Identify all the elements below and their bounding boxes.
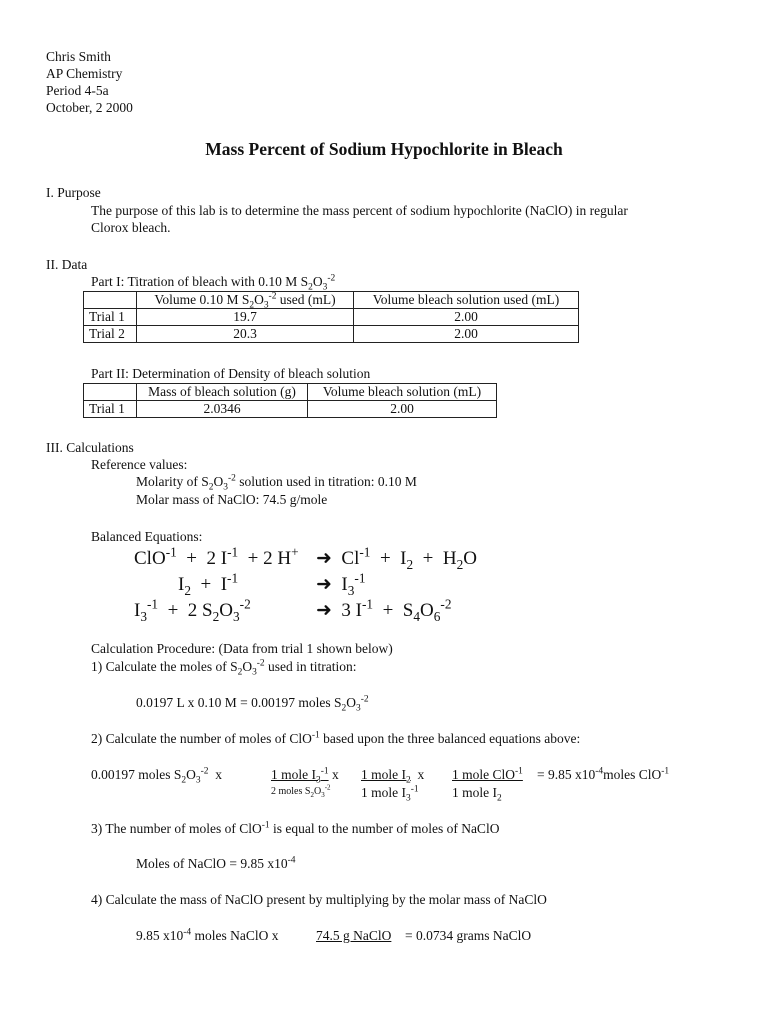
- page-title: Mass Percent of Sodium Hypochlorite in Bleach: [205, 139, 563, 159]
- density-table: [83, 383, 497, 418]
- balanced-equations-title: Balanced Equations:: [91, 529, 203, 544]
- conversion-factor-1-numerator: 1 mole $I_3^{-1}$ x: [271, 766, 339, 786]
- step3-calculation: Moles of NaClO = 9.85 $x10^{-4}$: [136, 855, 296, 871]
- equation-1-reactants: ClO$^{-1}$ + 2 $I^{-1} + 2$ H+: [134, 544, 299, 569]
- trial-label: Trial 1: [84, 401, 137, 418]
- titrant-volume: 19.7: [137, 309, 354, 326]
- reference-values-title: Reference values:: [91, 457, 188, 472]
- conversion-factor-3-denominator: 1 mole $I_2$: [452, 785, 502, 804]
- bleach-mass: 2.0346: [137, 401, 308, 418]
- data-heading: II. Data: [46, 257, 88, 272]
- calculations-heading: III. Calculations: [46, 440, 134, 455]
- equation-2-reactants: $I_2 + I^{-1}$: [178, 570, 239, 598]
- trial-label: Trial 1: [84, 309, 137, 326]
- titration-table: [83, 291, 579, 343]
- bleach-volume: 2.00: [354, 326, 579, 343]
- bleach-volume: 2.00: [308, 401, 497, 418]
- titrant-volume: 20.3: [137, 326, 354, 343]
- conversion-factor-1-denominator: 2 moles $S_2O_3^{-2}$: [271, 783, 331, 799]
- course-name: AP Chemistry: [46, 66, 123, 81]
- step4-start: 9.85 $x10^{-4}$ moles NaClO x: [136, 927, 279, 943]
- step4-result: = 0.0734 grams NaClO: [405, 928, 532, 943]
- procedure-title: Calculation Procedure: (Data from trial 1 shown below): [91, 641, 393, 656]
- step1-calculation: 0.0197 L x 0.10 M = 0.00197 moles $S_2O_3^{-2}$: [136, 694, 369, 714]
- step4-factor: 74.5 g NaClO: [316, 928, 392, 943]
- equation-3-reactants: $I_3^{-1} + 2$ $S_2O_3^{-2}$: [134, 596, 251, 624]
- reference-molarity: Molarity of $S_2O_3^{-2}$ solution used in titration: 0.10 M: [136, 473, 417, 493]
- equation-3-products: ➜ 3 $I^{-1} + S_4O_6^{-2}$: [316, 596, 452, 624]
- author-name: Chris Smith: [46, 49, 111, 64]
- table-row: [84, 309, 579, 326]
- step2-result: = 9.85 $x10^{-4}moles$ ClO$^{-1}$: [537, 766, 670, 782]
- equation-1-products: ➜ $Cl^{-1} + I_2 + H_2O$: [316, 544, 477, 572]
- step2-start: 0.00197 moles $S_2O_3^{-2}$ x: [91, 766, 222, 786]
- table-header-cell: Volume bleach solution (mL): [308, 384, 497, 401]
- conversion-factor-2-numerator: 1 mole $I_2$ x: [361, 767, 425, 786]
- part1-title: Part I: Titration of bleach with 0.10 M $S_2O_3^{-2}$: [91, 273, 336, 293]
- conversion-factor-3-numerator: 1 mole ClO$^{-1}$: [452, 766, 523, 782]
- table-header-cell: Volume 0.10 M $S_2O_3^{-2}$ used (mL): [137, 292, 354, 309]
- bleach-volume: 2.00: [354, 309, 579, 326]
- reference-molar-mass: Molar mass of NaClO: 74.5 g/mole: [136, 492, 328, 507]
- purpose-heading: I. Purpose: [46, 185, 101, 200]
- table-row: [84, 401, 497, 418]
- trial-label: Trial 2: [84, 326, 137, 343]
- step3-text: 3) The number of moles of ClO$^{-1}$ is equal to the number of moles of NaClO: [91, 820, 500, 836]
- table-header-row: [84, 384, 497, 401]
- step2-text: 2) Calculate the number of moles of ClO$^{-1}$ based upon the three balanced equations above:: [91, 730, 581, 746]
- report-date: October, 2 2000: [46, 100, 133, 115]
- conversion-factor-2-denominator: 1 mole $I_3^{-1}$: [361, 784, 419, 804]
- table-header-cell: Mass of bleach solution (g): [137, 384, 308, 401]
- step1-text: 1) Calculate the moles of $S_2O_3^{-2}$ used in titration:: [91, 658, 357, 678]
- step4-text: 4) Calculate the mass of NaClO present by multiplying by the molar mass of NaClO: [91, 892, 547, 907]
- table-header-row: [84, 292, 579, 309]
- purpose-text-line1: The purpose of this lab is to determine the mass percent of sodium hypochlorite (NaClO) in regular: [91, 203, 628, 218]
- table-header-cell: Volume bleach solution used (mL): [354, 292, 579, 309]
- equation-2-products: ➜ $I_3^{-1}$: [316, 570, 366, 598]
- class-period: Period 4-5a: [46, 83, 109, 98]
- part2-title: Part II: Determination of Density of bleach solution: [91, 366, 371, 381]
- purpose-text-line2: Clorox bleach.: [91, 220, 171, 235]
- table-row: [84, 326, 579, 343]
